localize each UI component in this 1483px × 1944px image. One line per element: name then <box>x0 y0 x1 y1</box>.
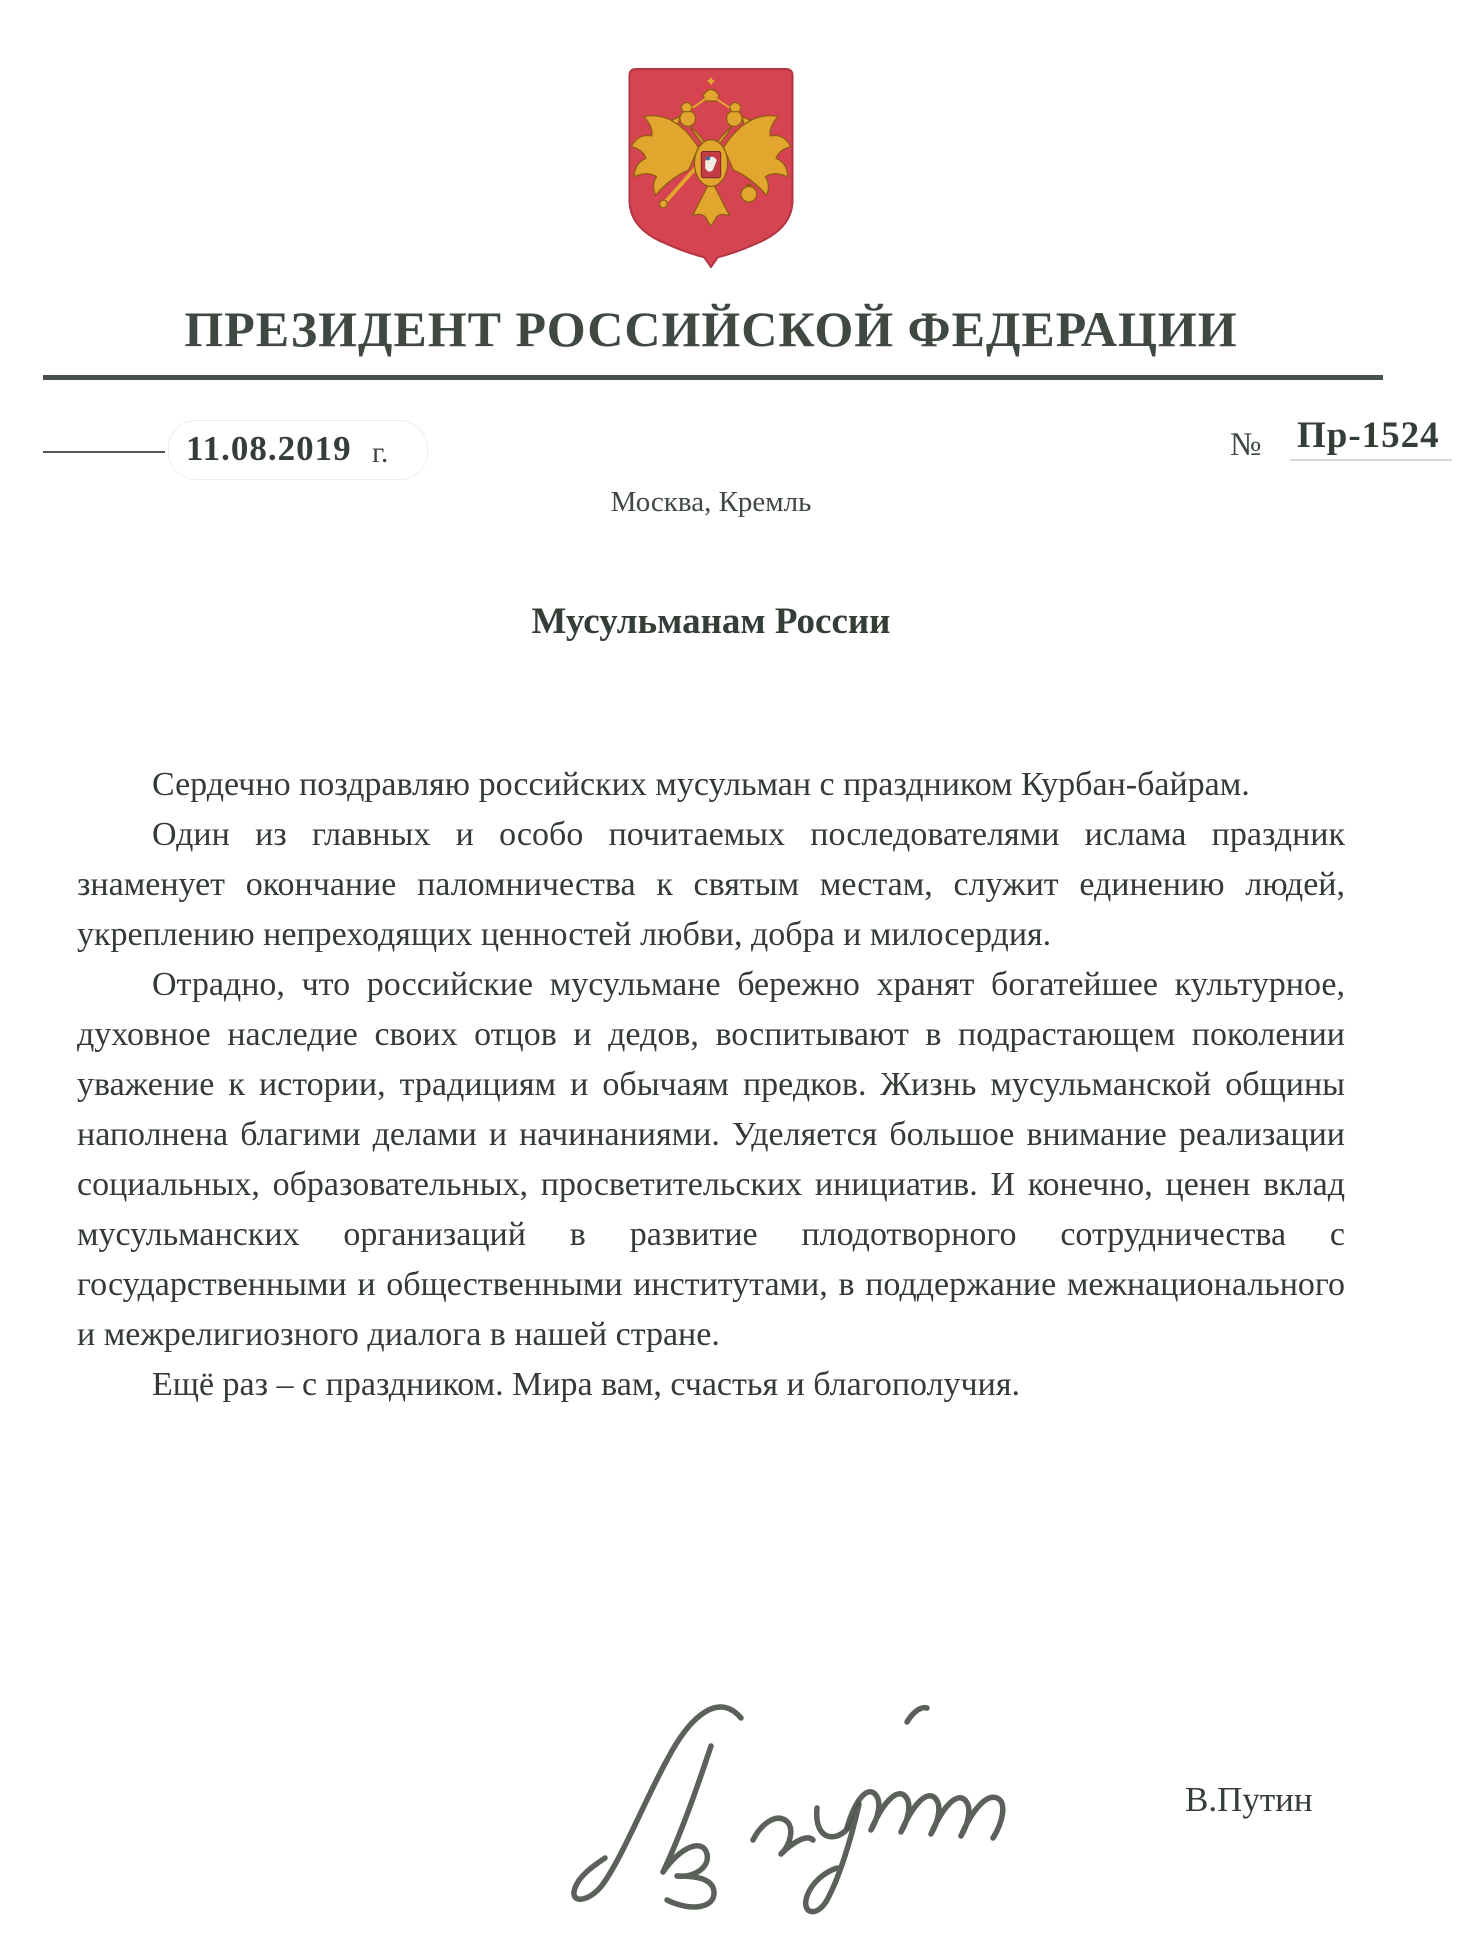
putin-handwritten-signature <box>545 1688 1045 1923</box>
number-value: Пр-1524 <box>1297 415 1440 456</box>
letter-paragraph: Сердечно поздравляю российских мусульман с праздником Курбан-байрам. <box>152 766 1250 803</box>
place-line: Москва, Кремль <box>610 486 812 518</box>
letter-paragraph: Отрадно, что российские мусульмане бережно хранят богатейшее культурное, духовное наследие своих отцов и дедов, воспитывают в подрастающем поколении уважение к истории, традициям и обычаям предков. Жизнь мусульманской общины наполнена благими делами и начинаниями. Уделяется большое внимание реализации социальных, образовательных, просветительских инициатив. И конечно, ценен вклад мусульманских организаций в развитие плодотворного сотрудничества с государственными и общественными институтами, в поддержание межнационального и межрелигиозного диалога в нашей стране. <box>77 966 1345 1353</box>
salutation-heading: Мусульманам России <box>531 601 891 642</box>
letter-paragraph: Ещё раз – с праздником. Мира вам, счастья и благополучия. <box>152 1366 1020 1403</box>
letterhead-title: ПРЕЗИДЕНТ РОССИЙСКОЙ ФЕДЕРАЦИИ <box>184 301 1238 357</box>
letter-paragraph: Один из главных и особо почитаемых последователями ислама праздник знаменует окончание паломничества к святым местам, служит единению людей, укреплению непреходящих ценностей любви, добра и милосердия. <box>77 816 1345 953</box>
letterhead-rule <box>43 375 1383 380</box>
russia-coat-of-arms-icon <box>627 68 795 268</box>
date-suffix: г. <box>372 436 389 469</box>
date-value: 11.08.2019 <box>186 429 352 468</box>
letter-body <box>77 760 1345 1410</box>
date-blank-line <box>43 451 165 453</box>
signer-name: В.Путин <box>1185 1780 1313 1819</box>
number-sign: № <box>1230 427 1262 463</box>
number-underline <box>1290 459 1452 461</box>
